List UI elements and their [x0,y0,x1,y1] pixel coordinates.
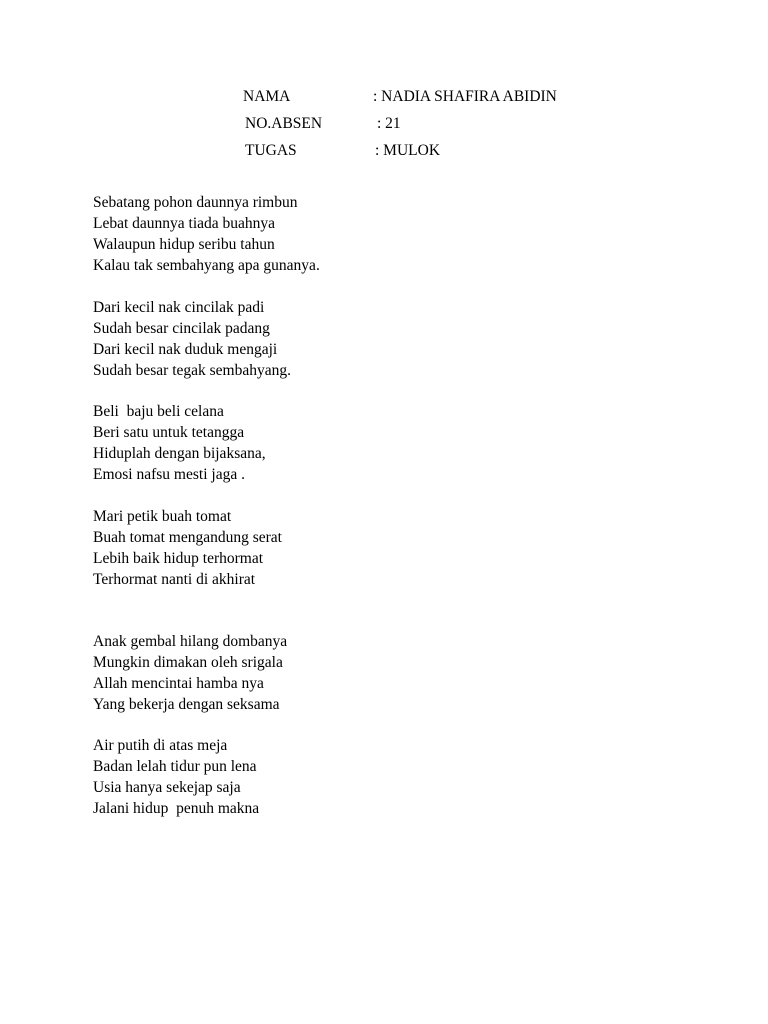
pantun-line: Usia hanya sekejap saja [93,779,241,796]
pantun-line: Walaupun hidup seribu tahun [93,236,275,253]
header-value-tugas: : MULOK [375,142,441,159]
pantun-line: Terhormat nanti di akhirat [93,571,256,588]
pantun-line: Dari kecil nak duduk mengaji [93,341,278,358]
header-value-no-absen: : 21 [377,115,401,132]
header-row-tugas [0,141,768,161]
pantun-line: Beri satu untuk tetangga [93,424,245,441]
pantun-line: Lebat daunnya tiada buahnya [93,215,276,232]
pantun-line: Allah mencintai hamba nya [93,675,264,692]
pantun-stanza [93,192,693,276]
pantun-line: Mari petik buah tomat [93,508,232,525]
header-row-nama [0,87,768,107]
pantun-stanza [93,297,693,381]
pantun-stanza [93,506,693,590]
pantun-line: Buah tomat mengandung serat [93,529,282,546]
pantun-line: Jalani hidup penuh makna [93,800,260,817]
header-label-no-absen: NO.ABSEN [245,115,323,132]
pantun-line: Beli baju beli celana [93,403,224,420]
pantun-line: Badan lelah tidur pun lena [93,758,257,775]
header-value-nama: : NADIA SHAFIRA ABIDIN [373,88,557,105]
pantun-line: Dari kecil nak cincilak padi [93,299,265,316]
header-row-no-absen [0,114,768,134]
pantun-line: Mungkin dimakan oleh srigala [93,654,283,671]
pantun-line: Air putih di atas meja [93,737,228,754]
pantun-line: Anak gembal hilang dombanya [93,633,288,650]
pantun-stanza [93,401,693,485]
pantun-stanza [93,735,693,819]
pantun-line: Yang bekerja dengan seksama [93,696,280,713]
pantun-line: Sudah besar cincilak padang [93,320,270,337]
pantun-line: Sebatang pohon daunnya rimbun [93,194,298,211]
pantun-stanza [93,631,693,715]
header-label-nama: NAMA [243,88,291,105]
pantun-line: Hiduplah dengan bijaksana, [93,445,266,462]
pantun-line: Kalau tak sembahyang apa gunanya. [93,257,320,274]
header-label-tugas: TUGAS [245,142,297,159]
pantun-line: Emosi nafsu mesti jaga . [93,466,245,483]
pantun-line: Lebih baik hidup terhormat [93,550,264,567]
pantun-line: Sudah besar tegak sembahyang. [93,362,291,379]
